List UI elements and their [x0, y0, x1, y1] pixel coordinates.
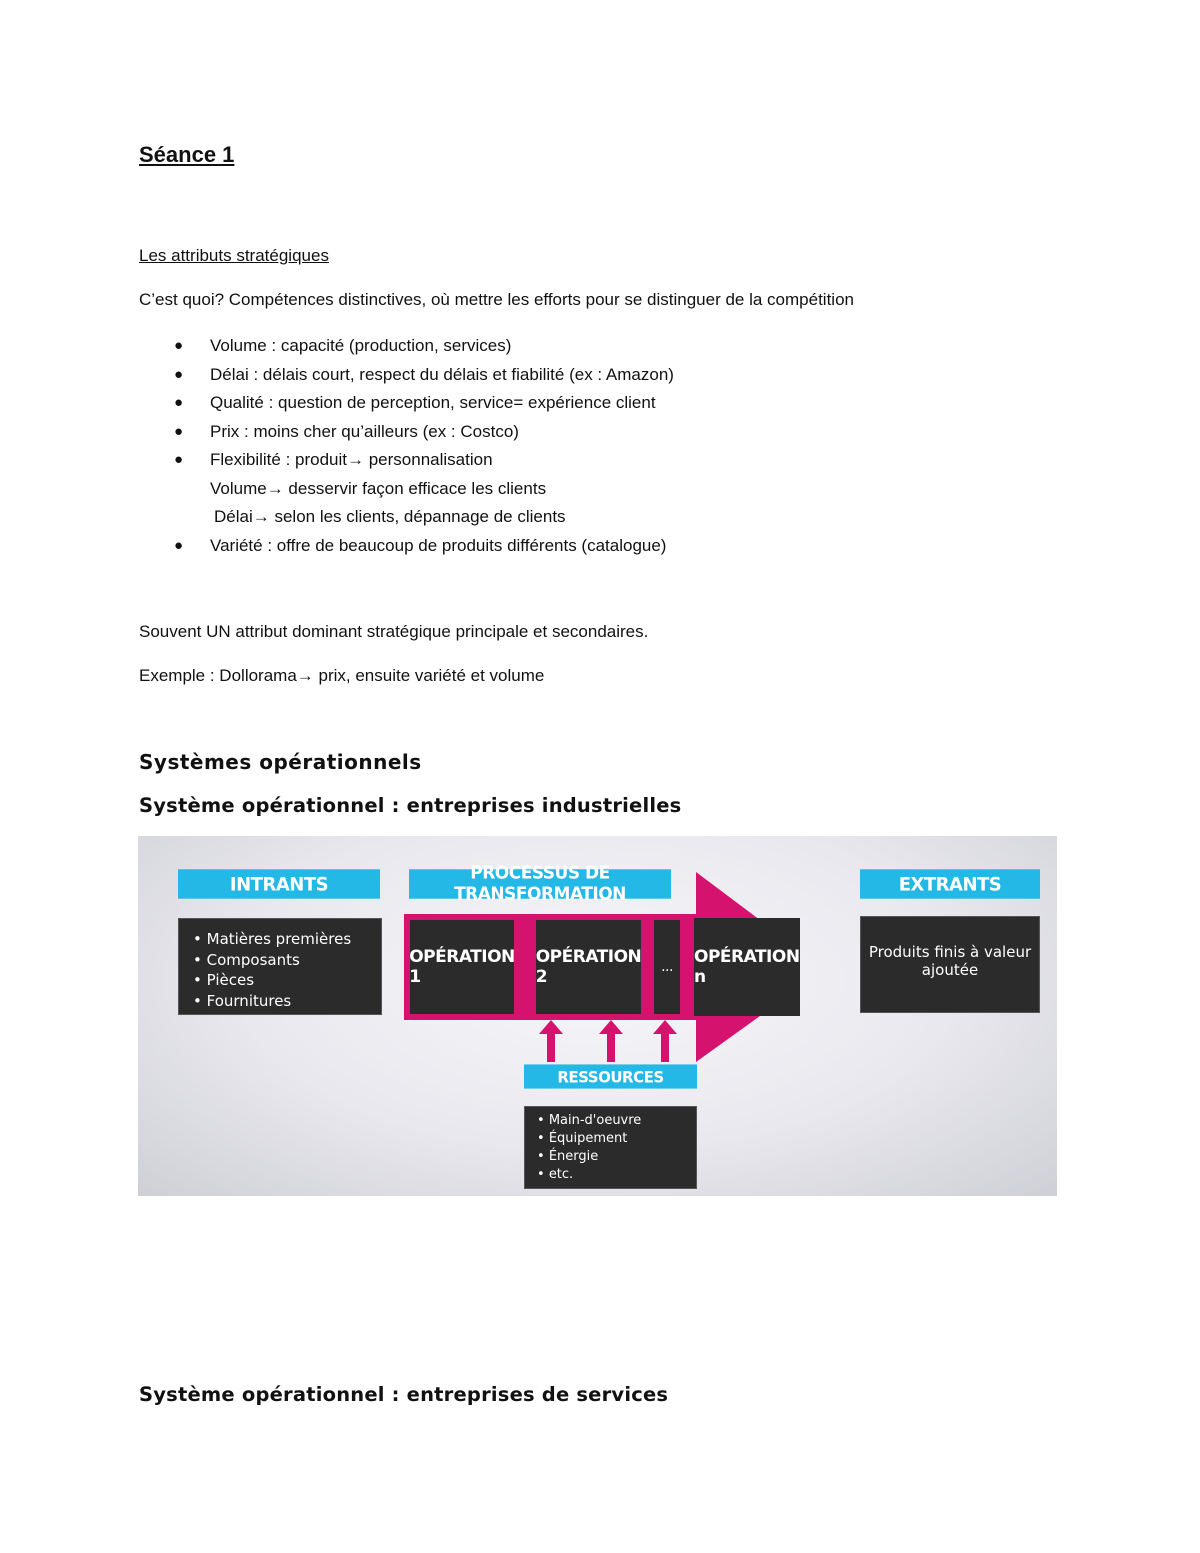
operation-2-box: OPÉRATION 2: [536, 920, 641, 1014]
list-item: • Énergie: [537, 1148, 696, 1166]
list-item: ● Qualité : question de perception, service= expérience client: [172, 389, 674, 418]
intrants-list: [179, 919, 381, 1011]
list-item: ● Flexibilité : produit→ personnalisation: [172, 446, 674, 475]
operations-system-diagram: [138, 836, 1057, 1196]
bullet-icon: ●: [174, 394, 184, 411]
list-item: • Main-d'oeuvre: [537, 1112, 696, 1130]
bullet-icon: ●: [174, 451, 184, 468]
intrants-box: [178, 918, 382, 1015]
operation-n-box: OPÉRATION n: [694, 918, 800, 1016]
page-title: Séance 1: [139, 142, 235, 167]
resource-arrows-icon: [538, 1020, 678, 1064]
operation-ellipsis-box: ...: [654, 920, 680, 1014]
operation-1-box: OPÉRATION 1: [410, 920, 514, 1014]
subsection-heading-services: Système opérationnel : entreprises de services: [139, 1383, 669, 1406]
bullet-icon: ●: [174, 536, 184, 554]
dominant-attribute-paragraph: Souvent UN attribut dominant stratégique principale et secondaires.: [139, 622, 649, 641]
bullet-icon: ●: [174, 337, 184, 354]
section-heading: Systèmes opérationnels: [139, 750, 422, 774]
list-item-continuation: Volume→ desservir façon efficace les clients: [210, 478, 547, 498]
example-paragraph: Exemple : Dollorama→ prix, ensuite variété et volume: [139, 666, 545, 685]
list-item: • Composants: [193, 950, 381, 971]
attribute-list: [172, 332, 674, 560]
intrants-label: INTRANTS: [178, 869, 380, 898]
list-item: ● Volume : capacité (production, services): [172, 332, 674, 361]
processus-label: PROCESSUS DE TRANSFORMATION: [409, 869, 671, 898]
extrants-box: Produits finis à valeur ajoutée: [860, 916, 1040, 1013]
list-item: • Équipement: [537, 1130, 696, 1148]
intro-paragraph: C’est quoi? Compétences distinctives, où mettre les efforts pour se distinguer de la compétition: [139, 290, 854, 309]
bullet-icon: ●: [174, 365, 184, 383]
ressources-label: RESSOURCES: [524, 1064, 697, 1088]
list-item: • etc.: [537, 1166, 696, 1184]
list-item: • Pièces: [193, 970, 381, 991]
list-item-continuation: Délai→ selon les clients, dépannage de clients: [214, 507, 566, 526]
ressources-box: [524, 1106, 697, 1189]
section-subtitle: Les attributs stratégiques: [139, 246, 329, 265]
bullet-icon: ●: [174, 422, 184, 440]
ressources-list: [525, 1107, 696, 1184]
subsection-heading-industrial: Système opérationnel : entreprises industrielles: [139, 794, 682, 817]
list-item: ● Variété : offre de beaucoup de produits différents (catalogue): [172, 532, 674, 561]
extrants-label: EXTRANTS: [860, 869, 1040, 898]
list-item: • Matières premières: [193, 929, 381, 950]
list-item: ● Délai : délais court, respect du délais et fiabilité (ex : Amazon): [172, 361, 674, 390]
list-item: ● Prix : moins cher qu’ailleurs (ex : Costco): [172, 418, 674, 447]
list-item: • Fournitures: [193, 991, 381, 1012]
